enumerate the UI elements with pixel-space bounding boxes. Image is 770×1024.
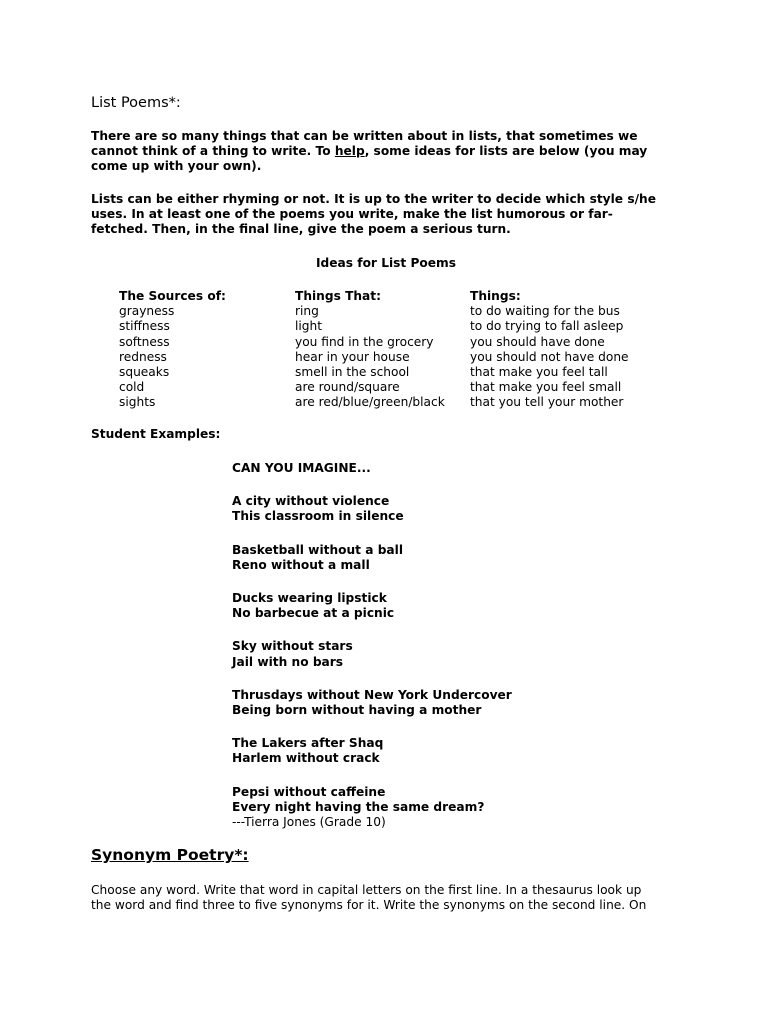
column-item: light bbox=[295, 319, 323, 334]
poem-author: ---Tierra Jones (Grade 10) bbox=[232, 815, 386, 830]
column-item: sights bbox=[119, 395, 156, 410]
poem-stanza bbox=[232, 785, 512, 815]
poem-line: Ducks wearing lipstick bbox=[232, 591, 387, 606]
intro1-line-3: come up with your own). bbox=[91, 159, 262, 174]
poem-line: Sky without stars bbox=[232, 639, 353, 654]
intro1-line-2 bbox=[91, 144, 686, 159]
column-item: that you tell your mother bbox=[470, 395, 624, 410]
poem-stanza bbox=[232, 688, 512, 718]
poem-stanza bbox=[232, 639, 512, 669]
help-word: help bbox=[334, 144, 365, 159]
column-header: The Sources of: bbox=[119, 289, 226, 303]
poem-stanza bbox=[232, 591, 512, 621]
ideas-column-sources bbox=[119, 289, 226, 411]
column-item: cold bbox=[119, 380, 145, 395]
synonym-poetry-heading: Synonym Poetry*: bbox=[91, 846, 249, 864]
poem-line: Reno without a mall bbox=[232, 557, 370, 572]
poem-line: This classroom in silence bbox=[232, 509, 404, 524]
student-examples-label: Student Examples: bbox=[91, 427, 221, 441]
column-item: that make you feel tall bbox=[470, 365, 608, 380]
column-header: Things That: bbox=[295, 289, 381, 303]
poem-stanza bbox=[232, 736, 512, 766]
poem-line: Harlem without crack bbox=[232, 751, 380, 766]
ideas-column-things-that bbox=[295, 289, 445, 411]
poem-line: Basketball without a ball bbox=[232, 542, 404, 557]
column-item: to do waiting for the bus bbox=[470, 304, 620, 319]
intro1-line-2-start: cannot think of a thing to write. To bbox=[91, 144, 335, 159]
column-item: you should have done bbox=[470, 334, 605, 349]
intro2-line-3: fetched. Then, in the final line, give the poem a serious turn. bbox=[91, 222, 511, 237]
poem-line: The Lakers after Shaq bbox=[232, 736, 384, 751]
column-item: ring bbox=[295, 304, 319, 319]
column-item: grayness bbox=[119, 304, 175, 319]
ideas-column-things bbox=[470, 289, 629, 411]
synonym-paragraph bbox=[91, 883, 646, 913]
poem-title: CAN YOU IMAGINE... bbox=[232, 461, 371, 475]
column-item: are red/blue/green/black bbox=[295, 395, 445, 410]
ideas-heading: Ideas for List Poems bbox=[316, 256, 456, 270]
intro-paragraph-1 bbox=[91, 129, 686, 175]
column-header: Things: bbox=[470, 289, 521, 303]
synonym-line-2: the word and find three to five synonyms for it. Write the synonyms on the second line. On bbox=[91, 898, 647, 913]
column-item: softness bbox=[119, 334, 170, 349]
poem-line: No barbecue at a picnic bbox=[232, 606, 395, 621]
student-poem bbox=[232, 461, 512, 830]
poem-line: Every night having the same dream? bbox=[232, 799, 485, 814]
poem-line: Thrusdays without New York Undercover bbox=[232, 687, 512, 702]
column-item: that make you feel small bbox=[470, 380, 622, 395]
synonym-line-1: Choose any word. Write that word in capital letters on the first line. In a thesaurus look up bbox=[91, 883, 642, 897]
poem-line: Being born without having a mother bbox=[232, 703, 482, 718]
column-item: hear in your house bbox=[295, 349, 410, 364]
poem-stanza bbox=[232, 543, 512, 573]
poem-line: Pepsi without caffeine bbox=[232, 784, 386, 799]
column-item: are round/square bbox=[295, 380, 400, 395]
poem-line: A city without violence bbox=[232, 494, 390, 509]
intro1-line-2-end: , some ideas for lists are below (you may bbox=[364, 144, 648, 159]
intro-paragraph-2 bbox=[91, 192, 686, 238]
intro1-line-1: There are so many things that can be written about in lists, that sometimes we bbox=[91, 129, 638, 143]
column-item: stiffness bbox=[119, 319, 170, 334]
poem-line: Jail with no bars bbox=[232, 654, 344, 669]
intro2-line-2: uses. In at least one of the poems you write, make the list humorous or far- bbox=[91, 207, 613, 222]
column-item: smell in the school bbox=[295, 365, 410, 380]
page-title: List Poems*: bbox=[91, 95, 181, 111]
column-item: you find in the grocery bbox=[295, 334, 434, 349]
column-item: squeaks bbox=[119, 365, 170, 380]
column-item: you should not have done bbox=[470, 349, 629, 364]
column-item: to do trying to fall asleep bbox=[470, 319, 624, 334]
intro2-line-1: Lists can be either rhyming or not. It is up to the writer to decide which style s/he bbox=[91, 192, 656, 206]
poem-stanza bbox=[232, 494, 512, 524]
column-item: redness bbox=[119, 349, 167, 364]
